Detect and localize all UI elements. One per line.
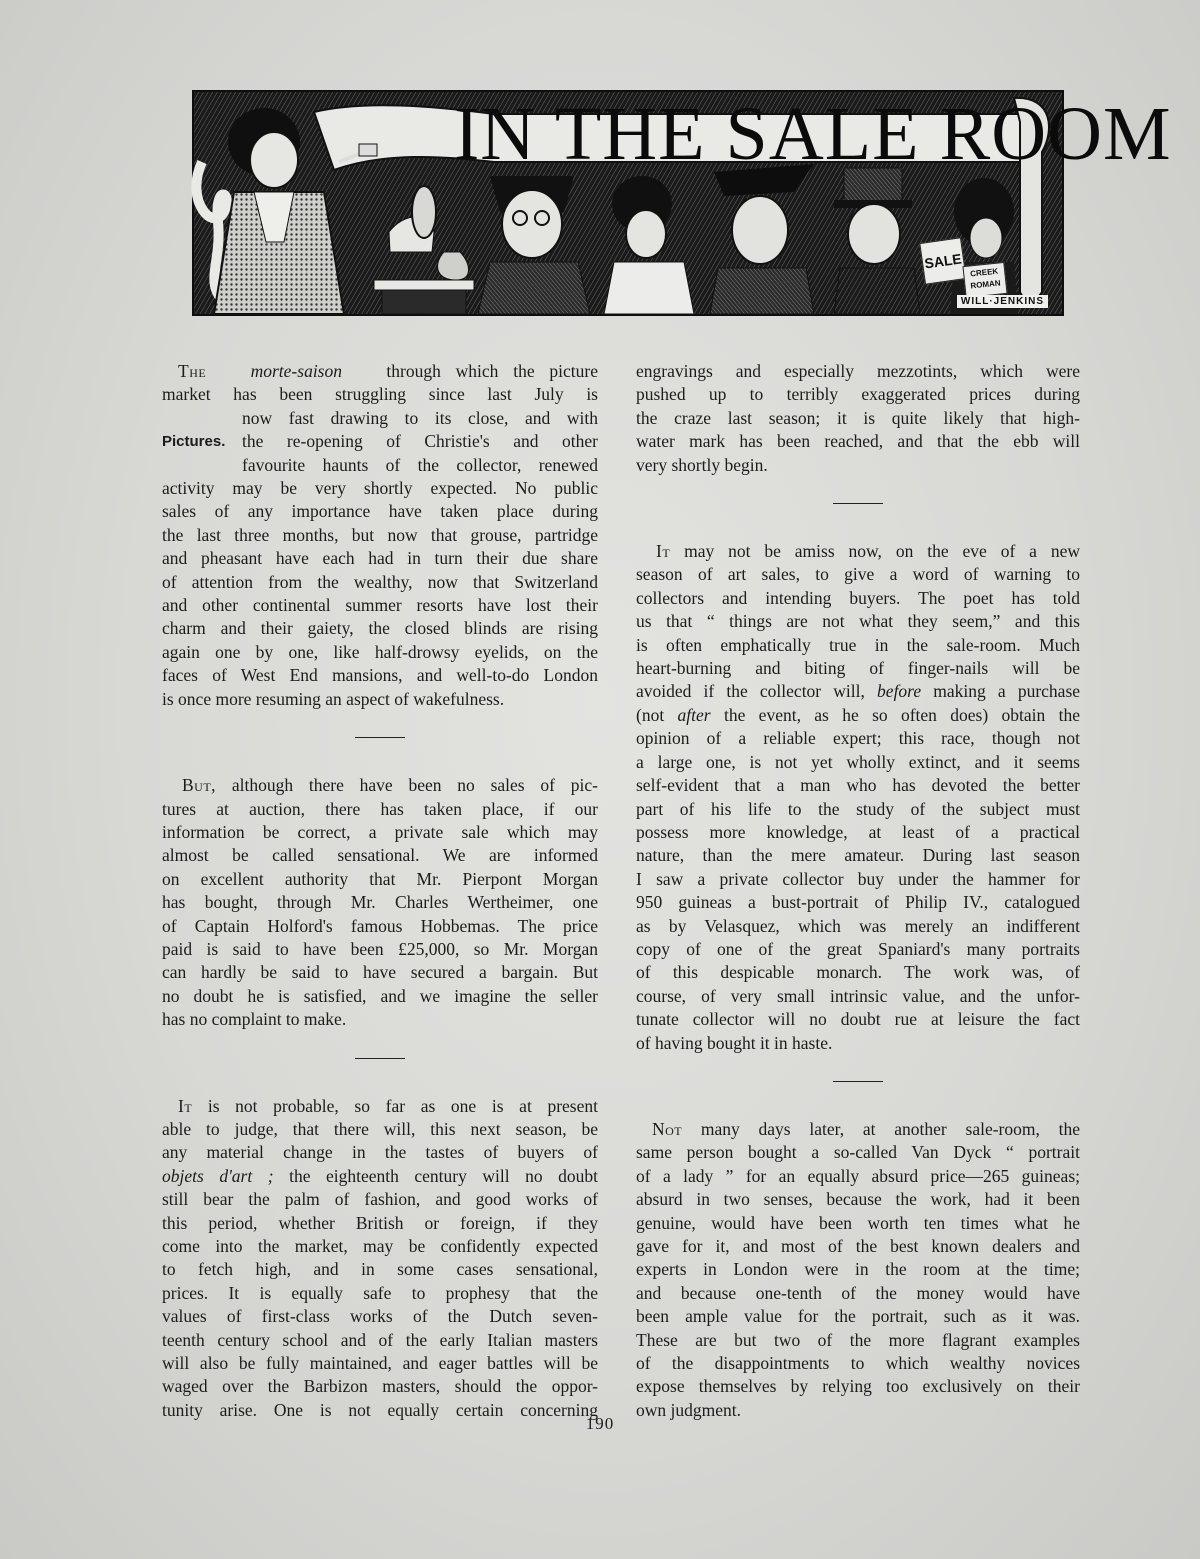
line-text: (not <box>636 704 665 725</box>
header-illustration <box>192 90 1172 316</box>
line-text: the event, as he so often does) obtain the <box>723 704 1080 725</box>
text-line: tures at auction, there has taken place, if our <box>162 798 598 819</box>
text-line <box>162 360 598 383</box>
text-line: a large one, is not yet wholly extinct, and it seems <box>636 751 1080 772</box>
text-line: absurd in two senses, because the work, had it been <box>636 1189 1080 1210</box>
text-line: season of art sales, to give a word of warning to <box>636 564 1080 585</box>
text-line: still bear the palm of fashion, and good works of <box>162 1189 598 1210</box>
text-line: and because one-tenth of the money would have <box>636 1282 1080 1303</box>
text-line: sales of any importance have taken place during <box>162 501 598 522</box>
text-line: possess more knowledge, at least of a practical <box>636 821 1080 842</box>
text-line: waged over the Barbizon masters, should the oppor- <box>162 1376 598 1397</box>
text-line: almost be called sensational. We are informed <box>162 845 598 866</box>
paragraph-morgan <box>162 774 598 1031</box>
text-line: of the disappointments to which wealthy novices <box>636 1353 1080 1374</box>
text-line: teenth century school and of the early Italian masters <box>162 1329 598 1350</box>
text-line: been ample value for the portrait, such as it was. <box>636 1306 1080 1327</box>
page-number: 190 <box>585 1414 615 1433</box>
text-line: opinion of a reliable expert; this race, though not <box>636 728 1080 749</box>
artist-signature: WILL·JENKINS <box>957 295 1048 308</box>
text-line: heart-burning and biting of finger-nails will be <box>636 658 1080 679</box>
section-divider <box>355 1058 405 1059</box>
text-line: 950 guineas a bust-portrait of Philip IV., catalogued <box>636 892 1080 913</box>
text-line: self-evident that a man who has devoted the better <box>636 775 1080 796</box>
text-line: faces of West End mansions, and well-to-do London <box>162 665 598 686</box>
text-line: able to judge, that there will, this next season, be <box>162 1118 598 1139</box>
text-line: activity may be very shortly expected. No public <box>162 478 598 499</box>
sale-poster: SALE <box>919 237 966 284</box>
line-text: is not probable, so far as one is at present <box>207 1095 598 1116</box>
section-divider <box>355 737 405 738</box>
creek-poster: CREEK ROMAN <box>962 262 1007 298</box>
text-line: market has been struggling since last July is <box>162 384 598 405</box>
line-text: the re-opening of Christie's and other <box>242 431 598 452</box>
text-line <box>636 1118 1080 1141</box>
line-text: making a purchase <box>933 681 1081 702</box>
line-text: although there have been no sales of pic- <box>231 775 598 796</box>
italic-term: objets d'art ; <box>162 1165 274 1186</box>
text-line: charm and their gaiety, the closed blinds are rising <box>162 618 598 639</box>
italic-term: before <box>877 681 922 702</box>
text-line <box>162 1095 598 1118</box>
text-line: values of first-class works of the Dutch seven- <box>162 1306 598 1327</box>
right-column <box>636 360 1080 1422</box>
paragraph-engravings <box>636 360 1080 477</box>
text-line <box>162 1165 598 1188</box>
text-line: water mark has been reached, and that the ebb will <box>636 431 1080 452</box>
text-line: has bought, through Mr. Charles Wertheimer, one <box>162 892 598 913</box>
text-line: the last three months, but now that grouse, partridge <box>162 524 598 545</box>
text-line: no doubt he is satisfied, and we imagine the seller <box>162 985 598 1006</box>
text-line: very shortly begin. <box>636 454 768 475</box>
lead-word: But, <box>182 775 217 796</box>
lead-word: The <box>178 361 207 381</box>
lead-word: It <box>656 541 671 562</box>
text-line: paid is said to have been £25,000, so Mr. Morgan <box>162 938 598 959</box>
text-line: of Captain Holford's famous Hobbemas. The price <box>162 915 598 936</box>
text-line: part of his life to the study of the subject must <box>636 798 1080 819</box>
text-line: I saw a private collector buy under the hammer for <box>636 868 1080 889</box>
text-line: pushed up to terribly exaggerated prices during <box>636 384 1080 405</box>
paragraph-pictures <box>162 360 598 711</box>
text-line: prices. It is equally safe to prophesy that the <box>162 1282 598 1303</box>
text-line: engravings and especially mezzotints, which were <box>636 361 1080 381</box>
text-line <box>162 774 598 797</box>
text-line: is often emphatically true in the sale-room. Much <box>636 634 1080 655</box>
text-line: has no complaint to make. <box>162 1009 347 1030</box>
text-line: is once more resuming an aspect of wakefulness. <box>162 688 505 709</box>
text-line: same person bought a so-called Van Dyck “ portrait <box>636 1142 1080 1163</box>
text-line: of a lady ” for an equally absurd price—265 guineas; <box>636 1165 1080 1186</box>
text-line: copy of one of the great Spaniard's many portraits <box>636 938 1080 959</box>
text-line: will also be fully maintained, and eager battles will be <box>162 1353 598 1374</box>
text-line: can hardly be said to have secured a bargain. But <box>162 962 598 983</box>
text-line: to fetch high, and in some cases sensational, <box>162 1259 598 1280</box>
text-line <box>636 540 1080 563</box>
line-text: through which the picture <box>386 361 599 381</box>
text-line: of having bought it in haste. <box>636 1032 833 1053</box>
line-text: may not be amiss now, on the eve of a new <box>684 541 1080 562</box>
text-line: nature, than the mere amateur. During last season <box>636 845 1080 866</box>
text-line: and pheasant have each had in turn their due share <box>162 548 598 569</box>
text-line <box>636 680 1080 703</box>
text-line: tunate collector will no doubt rue at leisure the fact <box>636 1009 1080 1030</box>
marginal-heading: Pictures. <box>162 433 226 451</box>
paragraph-van-dyck <box>636 1118 1080 1422</box>
text-line <box>636 704 1080 727</box>
text-line: expose themselves by relying too exclusively on their <box>636 1376 1080 1397</box>
text-line: come into the market, may be confidently expected <box>162 1236 598 1256</box>
text-line: any material change in the tastes of buyers of <box>162 1142 598 1163</box>
section-divider <box>833 1081 883 1082</box>
text-line: this period, whether British or foreign, if they <box>162 1212 598 1233</box>
text-line: tunity arise. One is not equally certain concerning <box>162 1399 598 1420</box>
left-column <box>162 360 598 1422</box>
text-line: information be correct, a private sale which may <box>162 821 598 842</box>
line-text: many days later, at another sale-room, the <box>700 1118 1080 1139</box>
line-text: avoided if the collector will, <box>636 681 865 702</box>
text-line: experts in London were in the room at the time; <box>636 1259 1080 1280</box>
text-line: of this despicable monarch. The work was, of <box>636 962 1080 983</box>
text-line: as by Velasquez, which was merely an indifferent <box>636 915 1080 936</box>
paragraph-warning <box>636 540 1080 1055</box>
text-line: course, of very small intrinsic value, and the unfor- <box>636 985 1080 1006</box>
section-divider <box>833 503 883 504</box>
text-line: and other continental summer resorts have lost their <box>162 595 598 616</box>
text-line: us that “ things are not what they seem,” and this <box>636 611 1080 632</box>
text-line: again one by one, like half-drowsy eyelids, on the <box>162 641 598 662</box>
text-line: gave for it, and most of the best known dealers and <box>636 1236 1080 1256</box>
text-line: now fast drawing to its close, and with <box>242 407 598 428</box>
text-line: collectors and intending buyers. The poet has told <box>636 587 1080 608</box>
text-line: These are but two of the more flagrant examples <box>636 1329 1080 1350</box>
text-line: on excellent authority that Mr. Pierpont Morgan <box>162 868 598 889</box>
line-text: the eighteenth century will no doubt <box>289 1165 598 1186</box>
italic-term: after <box>677 704 711 725</box>
text-line <box>162 430 598 453</box>
text-line: own judgment. <box>636 1399 741 1420</box>
lead-word: Not <box>652 1118 683 1139</box>
lead-word: It <box>178 1095 193 1116</box>
text-line: genuine, would have been worth ten times what he <box>636 1212 1080 1233</box>
banner-title: IN THE SALE ROOM <box>454 92 1172 176</box>
text-line: favourite haunts of the collector, renewed <box>242 454 598 475</box>
paragraph-objets-dart <box>162 1095 598 1423</box>
text-line: the craze last season; it is quite likely that high- <box>636 407 1080 428</box>
italic-term: morte-saison <box>250 361 342 381</box>
text-line: of attention from the wealthy, now that Switzerland <box>162 571 598 592</box>
